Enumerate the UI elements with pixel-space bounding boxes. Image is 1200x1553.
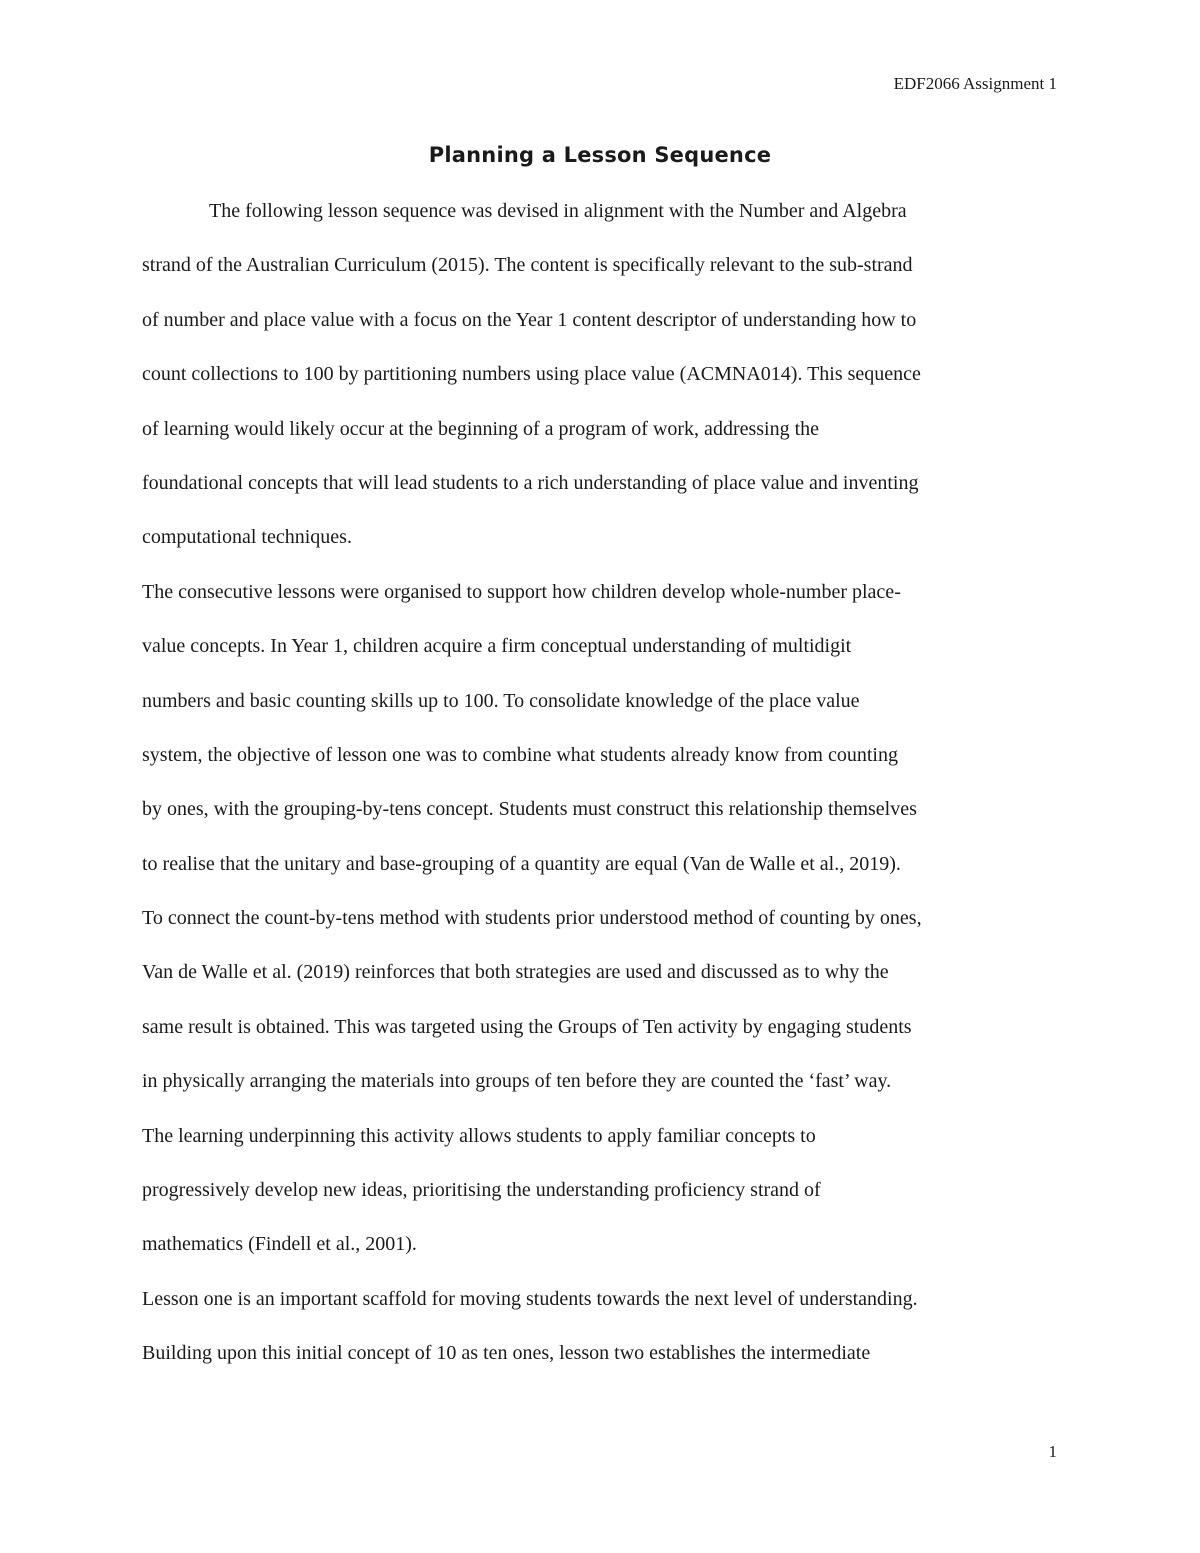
body-line: foundational concepts that will lead students to a rich understanding of place value and inventing xyxy=(142,471,919,494)
body-line: in physically arranging the materials into groups of ten before they are counted the ‘fast’ way. xyxy=(142,1070,892,1093)
body-line: progressively develop new ideas, prioritising the understanding proficiency strand of xyxy=(142,1179,821,1202)
body-line: numbers and basic counting skills up to 100. To consolidate knowledge of the place value xyxy=(142,689,860,712)
body-line: value concepts. In Year 1, children acquire a firm conceptual understanding of multidigit xyxy=(142,635,852,658)
body-line: The following lesson sequence was devised in alignment with the Number and Algebra xyxy=(209,200,907,222)
document-body xyxy=(142,184,1058,1381)
body-line: Lesson one is an important scaffold for moving students towards the next level of understanding. xyxy=(142,1287,918,1310)
body-line: Van de Walle et al. (2019) reinforces that both strategies are used and discussed as to why the xyxy=(142,961,889,984)
body-line: to realise that the unitary and base-grouping of a quantity are equal (Van de Walle et al., 2019). xyxy=(142,852,901,875)
body-line: of number and place value with a focus on the Year 1 content descriptor of understanding how to xyxy=(142,308,917,331)
body-line: by ones, with the grouping-by-tens concept. Students must construct this relationship themselves xyxy=(142,798,917,821)
running-head: EDF2066 Assignment 1 xyxy=(893,74,1057,93)
body-line: The consecutive lessons were organised to support how children develop whole-number place- xyxy=(142,580,901,603)
body-line: strand of the Australian Curriculum (2015). The content is specifically relevant to the sub-strand xyxy=(142,254,913,277)
body-line: The learning underpinning this activity allows students to apply familiar concepts to xyxy=(142,1124,816,1147)
body-line: computational techniques. xyxy=(142,526,352,549)
body-line: system, the objective of lesson one was to combine what students already know from counting xyxy=(142,743,898,766)
document-title: Planning a Lesson Sequence xyxy=(428,143,772,167)
body-line: of learning would likely occur at the beginning of a program of work, addressing the xyxy=(142,417,820,440)
body-line: same result is obtained. This was targeted using the Groups of Ten activity by engaging students xyxy=(142,1015,912,1038)
body-line: mathematics (Findell et al., 2001). xyxy=(142,1233,417,1256)
body-line: count collections to 100 by partitioning numbers using place value (ACMNA014). This sequence xyxy=(142,363,921,386)
page-number: 1 xyxy=(1048,1442,1057,1461)
body-line: To connect the count-by-tens method with students prior understood method of counting by ones, xyxy=(142,907,922,930)
body-line: Building upon this initial concept of 10 as ten ones, lesson two establishes the intermediate xyxy=(142,1342,871,1365)
